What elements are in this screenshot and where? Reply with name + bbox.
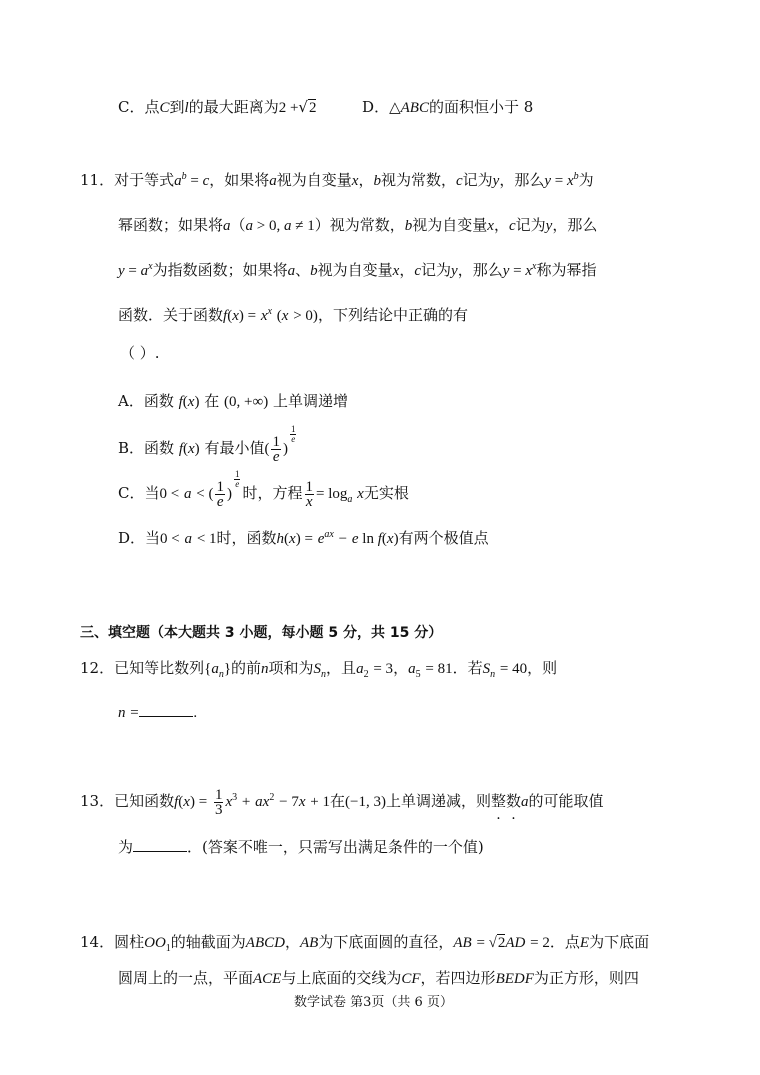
- q11-option-b: B．函数 f(x) 有最小值( $\frac{1}{e}$ ) $^{\frac{1}{e}}$: [118, 424, 296, 465]
- q12-answer-blank[interactable]: [139, 702, 193, 717]
- q11-option-d: D．当0 < a < 1时，函数$h(x) = e^{ax} - e$ ln f(x)有两个极值点: [118, 529, 489, 547]
- q12-number: 12．: [80, 659, 115, 677]
- q13-line-1: 13．已知函数f(x) = $\frac{1}{3}$ $x^3 + ax^2 - 7x + 1$在(−1, 3)上单调递减，则整数a的可能取值: [80, 786, 604, 818]
- q13-line-2: 为 ．(答案不唯一，只需写出满足条件的一个值): [118, 838, 484, 856]
- q14-number: 14．: [80, 933, 115, 951]
- q14-line-2: 圆周上的一点，平面ACE与上底面的交线为CF，若四边形BEDF为正方形，则四: [118, 969, 639, 987]
- q12-line-1: 12．已知等比数列$\{a_n\}$的前n项和为$S_n$，且$a_2 = 3$，$a_5 = 81$．若$S_n = 40$，则: [80, 659, 558, 680]
- q13-number: 13．: [80, 792, 115, 810]
- q11-option-c: C．当0 < a < ( $\frac{1}{e}$ ) $^{\frac{1}{e}}$ 时，方程 $\frac{1}{x}$ = $\log_a x$无实根: [118, 469, 409, 510]
- q14-line-1: 14．圆柱$OO_1$的轴截面为ABCD，AB为下底面圆的直径，AB = √2AD = 2．点E为下底面: [80, 933, 650, 954]
- q10-option-d: D．△ABC的面积恒小于 8: [362, 98, 534, 116]
- q11-line-3: $y = a^x$为指数函数；如果将a、b视为自变量x，c记为y，那么$y = x^x$称为幂指: [118, 261, 597, 279]
- page-footer: 数学试卷 第3页（共 6 页）: [294, 995, 453, 1010]
- q10-option-c: C．点C到l的最大距离为2 +√2: [118, 98, 317, 116]
- q11-option-a: A．函数 f(x) 在 (0, +∞) 上单调递增: [118, 392, 348, 410]
- q12-answer-line: n = .: [118, 701, 197, 724]
- q10-options-line: [118, 96, 533, 119]
- q11-number: 11．: [80, 171, 115, 189]
- q11-answer-bracket: （ ）.: [120, 344, 160, 362]
- q11-line-1: 11．对于等式$a^b = c$，如果将a视为自变量x，b视为常数，c记为y，那么$y = x^b$为: [80, 171, 594, 189]
- q11-line-2: 幂函数；如果将a（a > 0, a ≠ 1）视为常数，b视为自变量x，c记为y，那么: [118, 216, 598, 234]
- q13-answer-blank[interactable]: [133, 837, 187, 852]
- q11-line-4: 函数．关于函数$f(x) = x^x$ (x > 0)，下列结论中正确的有: [118, 306, 468, 324]
- section-3-heading: 三、填空题（本大题共 3 小题，每小题 5 分，共 15 分）: [80, 625, 443, 641]
